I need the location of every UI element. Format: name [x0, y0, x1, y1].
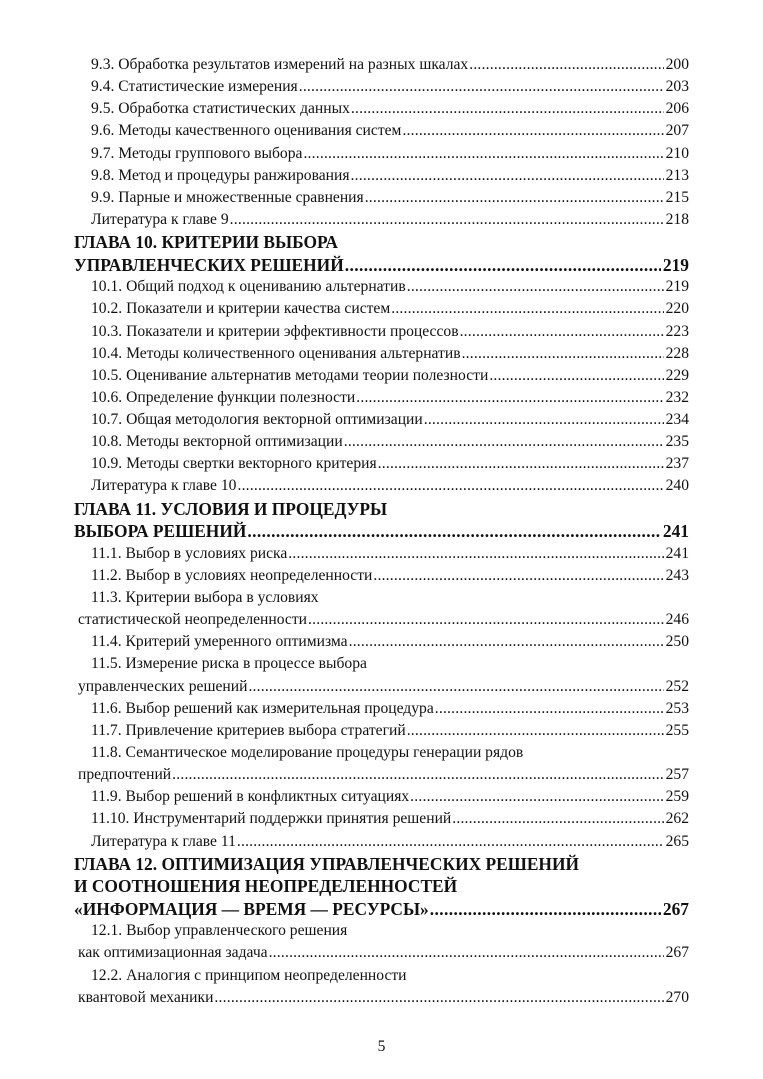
toc-entry-title: 10.2. Показатели и критерии качества систем [91, 300, 391, 318]
dot-leader [356, 387, 663, 409]
toc-entry-title: 10.7. Общая методология векторной оптимизации [91, 411, 423, 429]
dot-leader [391, 298, 663, 320]
table-of-contents [0, 54, 763, 1009]
toc-entry [91, 565, 689, 587]
dot-leader [469, 54, 663, 76]
toc-entry-title: Литература к главе 9 [91, 210, 229, 228]
toc-chapter-heading [74, 498, 689, 521]
toc-entry-page: 237 [665, 455, 689, 473]
toc-entry-title: 9.9. Парные и множественные сравнения [91, 188, 364, 206]
toc-entry-title: 10.1. Общий подход к оцениванию альтернатив [91, 278, 406, 296]
toc-entry-title: 11.10. Инструментарий поддержки принятия решений [91, 810, 452, 828]
toc-entry [91, 187, 689, 209]
toc-entry-title: ГЛАВА 10. КРИТЕРИИ ВЫБОРА [74, 232, 338, 253]
toc-entry-title: И СООТНОШЕНИЯ НЕОПРЕДЕЛЕННОСТЕЙ [74, 876, 458, 897]
toc-entry-page: 232 [665, 388, 689, 406]
toc-entry [91, 543, 689, 565]
toc-entry-title: 9.3. Обработка результатов измерений на разных шкалах [91, 56, 469, 73]
toc-entry-page: 215 [665, 188, 689, 206]
toc-entry [91, 698, 689, 720]
dot-leader [237, 475, 663, 497]
dot-leader [172, 764, 663, 786]
toc-entry [78, 676, 689, 698]
toc-entry-title: 11.9. Выбор решений в конфликтных ситуациях [91, 788, 410, 806]
dot-leader [288, 543, 663, 565]
toc-entry-title: 11.2. Выбор в условиях неопределенности [91, 566, 373, 584]
toc-entry [91, 343, 689, 365]
dot-leader [230, 209, 664, 231]
toc-entry-title: 10.4. Методы количественного оценивания альтернатив [91, 344, 461, 362]
dot-leader [214, 987, 663, 1009]
toc-entry-title: 11.1. Выбор в условиях риска [91, 544, 288, 562]
toc-entry-page: 252 [665, 677, 689, 695]
toc-entry-title: 10.3. Показатели и критерии эффективности процессов [91, 322, 459, 340]
toc-entry-page: 203 [665, 78, 689, 96]
toc-entry-page: 262 [665, 810, 689, 828]
dot-leader [269, 942, 664, 964]
toc-entry-title: 12.1. Выбор управленческого решения [91, 922, 348, 940]
toc-entry-page: 250 [665, 633, 689, 651]
toc-entry [91, 387, 689, 409]
toc-entry-page: 259 [665, 788, 689, 806]
toc-entry-page: 213 [665, 166, 689, 184]
dot-leader [402, 120, 663, 142]
toc-entry-page: 267 [665, 944, 689, 962]
dot-leader [460, 321, 664, 343]
toc-entry-page: 220 [665, 300, 689, 318]
toc-entry-page: 206 [665, 100, 689, 118]
toc-entry-page: 267 [662, 898, 689, 919]
toc-entry [91, 786, 689, 808]
toc-chapter-heading [74, 254, 689, 277]
dot-leader [365, 187, 664, 209]
dot-leader [303, 143, 663, 165]
toc-entry-page: 207 [665, 122, 689, 140]
toc-entry [91, 920, 689, 942]
page-number: 5 [377, 1038, 386, 1055]
toc-entry [78, 764, 689, 786]
toc-entry-page: 270 [665, 988, 689, 1006]
toc-entry-title: Литература к главе 11 [91, 832, 236, 850]
toc-entry-title: ГЛАВА 12. ОПТИМИЗАЦИЯ УПРАВЛЕНЧЕСКИХ РЕШЕНИЙ [74, 853, 580, 874]
toc-entry [91, 631, 689, 653]
toc-entry [91, 98, 689, 120]
toc-entry-title: предпочтений [78, 766, 172, 784]
toc-entry [78, 987, 689, 1009]
toc-entry-title: 10.9. Методы свертки векторного критерия [91, 455, 377, 473]
toc-entry-title: ВЫБОРА РЕШЕНИЙ [74, 521, 247, 542]
toc-entry-title: квантовой механики [78, 988, 214, 1006]
dot-leader [351, 165, 664, 187]
dot-leader [345, 254, 661, 277]
toc-entry [91, 831, 689, 853]
toc-entry-title: 9.8. Метод и процедуры ранжирования [91, 166, 350, 184]
toc-entry [91, 720, 689, 742]
toc-entry-title: 9.4. Статистические измерения [91, 78, 298, 96]
toc-entry-page: 246 [665, 611, 689, 629]
toc-entry [91, 587, 689, 609]
toc-entry-page: 243 [665, 566, 689, 584]
toc-chapter-heading [74, 875, 689, 898]
toc-entry-title: статистической неопределенности [78, 611, 308, 629]
dot-leader [247, 520, 661, 543]
toc-entry [91, 143, 689, 165]
dot-leader [410, 786, 663, 808]
toc-entry [91, 409, 689, 431]
dot-leader [435, 698, 664, 720]
toc-entry [91, 76, 689, 98]
dot-leader [308, 609, 664, 631]
toc-entry-title: 11.7. Привлечение критериев выбора стратегий [91, 721, 406, 739]
dot-leader [424, 409, 664, 431]
toc-entry [91, 965, 689, 987]
toc-entry-page: 241 [665, 544, 689, 562]
dot-leader [351, 98, 664, 120]
toc-entry [78, 609, 689, 631]
toc-entry [91, 453, 689, 475]
dot-leader [407, 720, 664, 742]
toc-entry-title: 12.2. Аналогия с принципом неопределенности [91, 966, 407, 984]
toc-entry [91, 475, 689, 497]
toc-entry [91, 431, 689, 453]
dot-leader [462, 343, 664, 365]
toc-entry [91, 209, 689, 231]
toc-entry-title: 11.4. Критерий умеренного оптимизма [91, 633, 348, 651]
toc-entry [91, 298, 689, 320]
toc-entry [91, 321, 689, 343]
dot-leader [344, 431, 664, 453]
toc-entry-page: 219 [665, 278, 689, 296]
toc-entry-title: 11.5. Измерение риска в процессе выбора [91, 655, 367, 673]
toc-entry [91, 120, 689, 142]
toc-entry-title: 9.7. Методы группового выбора [91, 144, 303, 162]
toc-entry-page: 228 [665, 344, 689, 362]
toc-entry-page: 240 [665, 477, 689, 495]
dot-leader [237, 831, 664, 853]
toc-entry-title: управленческих решений [78, 677, 248, 695]
toc-entry-title: 10.5. Оценивание альтернатив методами теории полезности [91, 366, 489, 384]
toc-entry [91, 54, 689, 76]
toc-entry-page: 210 [665, 144, 689, 162]
toc-entry [91, 276, 689, 298]
toc-entry-page: 234 [665, 411, 689, 429]
toc-entry-title: 10.6. Определение функции полезности [91, 388, 356, 406]
dot-leader [299, 76, 664, 98]
toc-entry-title: 11.3. Критерии выбора в условиях [91, 589, 319, 606]
dot-leader [407, 276, 664, 298]
dot-leader [452, 808, 663, 830]
toc-entry-title: Литература к главе 10 [91, 477, 237, 495]
toc-entry-title: 9.5. Обработка статистических данных [91, 100, 350, 118]
toc-entry-page: 200 [665, 56, 689, 73]
toc-chapter-heading [74, 231, 689, 254]
toc-chapter-heading [74, 853, 689, 876]
toc-chapter-heading [74, 898, 689, 921]
toc-entry [91, 653, 689, 675]
toc-chapter-heading [74, 520, 689, 543]
dot-leader [248, 676, 663, 698]
toc-entry-page: 229 [665, 366, 689, 384]
toc-entry-title: ГЛАВА 11. УСЛОВИЯ И ПРОЦЕДУРЫ [74, 498, 388, 519]
toc-entry [91, 808, 689, 830]
toc-entry [91, 365, 689, 387]
dot-leader [489, 365, 663, 387]
toc-entry-page: 223 [665, 322, 689, 340]
dot-leader [378, 453, 664, 475]
toc-entry-title: как оптимизационная задача [78, 944, 268, 962]
toc-entry [91, 165, 689, 187]
toc-entry-page: 241 [662, 521, 689, 542]
toc-entry-title: 10.8. Методы векторной оптимизации [91, 433, 343, 451]
toc-entry-page: 253 [665, 699, 689, 717]
toc-entry-title: УПРАВЛЕНЧЕСКИХ РЕШЕНИЙ [74, 254, 344, 275]
toc-entry-page: 265 [665, 832, 689, 850]
toc-entry-title: «ИНФОРМАЦИЯ — ВРЕМЯ — РЕСУРСЫ» [74, 898, 429, 919]
toc-entry-page: 255 [665, 721, 689, 739]
toc-entry-page: 218 [665, 210, 689, 228]
toc-entry-page: 235 [665, 433, 689, 451]
toc-entry [78, 942, 689, 964]
toc-entry-page: 257 [665, 766, 689, 784]
dot-leader [430, 898, 661, 921]
toc-entry-page: 219 [662, 254, 689, 275]
toc-entry-title: 9.6. Методы качественного оценивания систем [91, 122, 402, 140]
toc-entry [91, 742, 689, 764]
toc-entry-title: 11.6. Выбор решений как измерительная процедура [91, 699, 434, 717]
dot-leader [349, 631, 664, 653]
dot-leader [373, 565, 663, 587]
toc-entry-title: 11.8. Семантическое моделирование процедуры генерации рядов [91, 743, 524, 761]
